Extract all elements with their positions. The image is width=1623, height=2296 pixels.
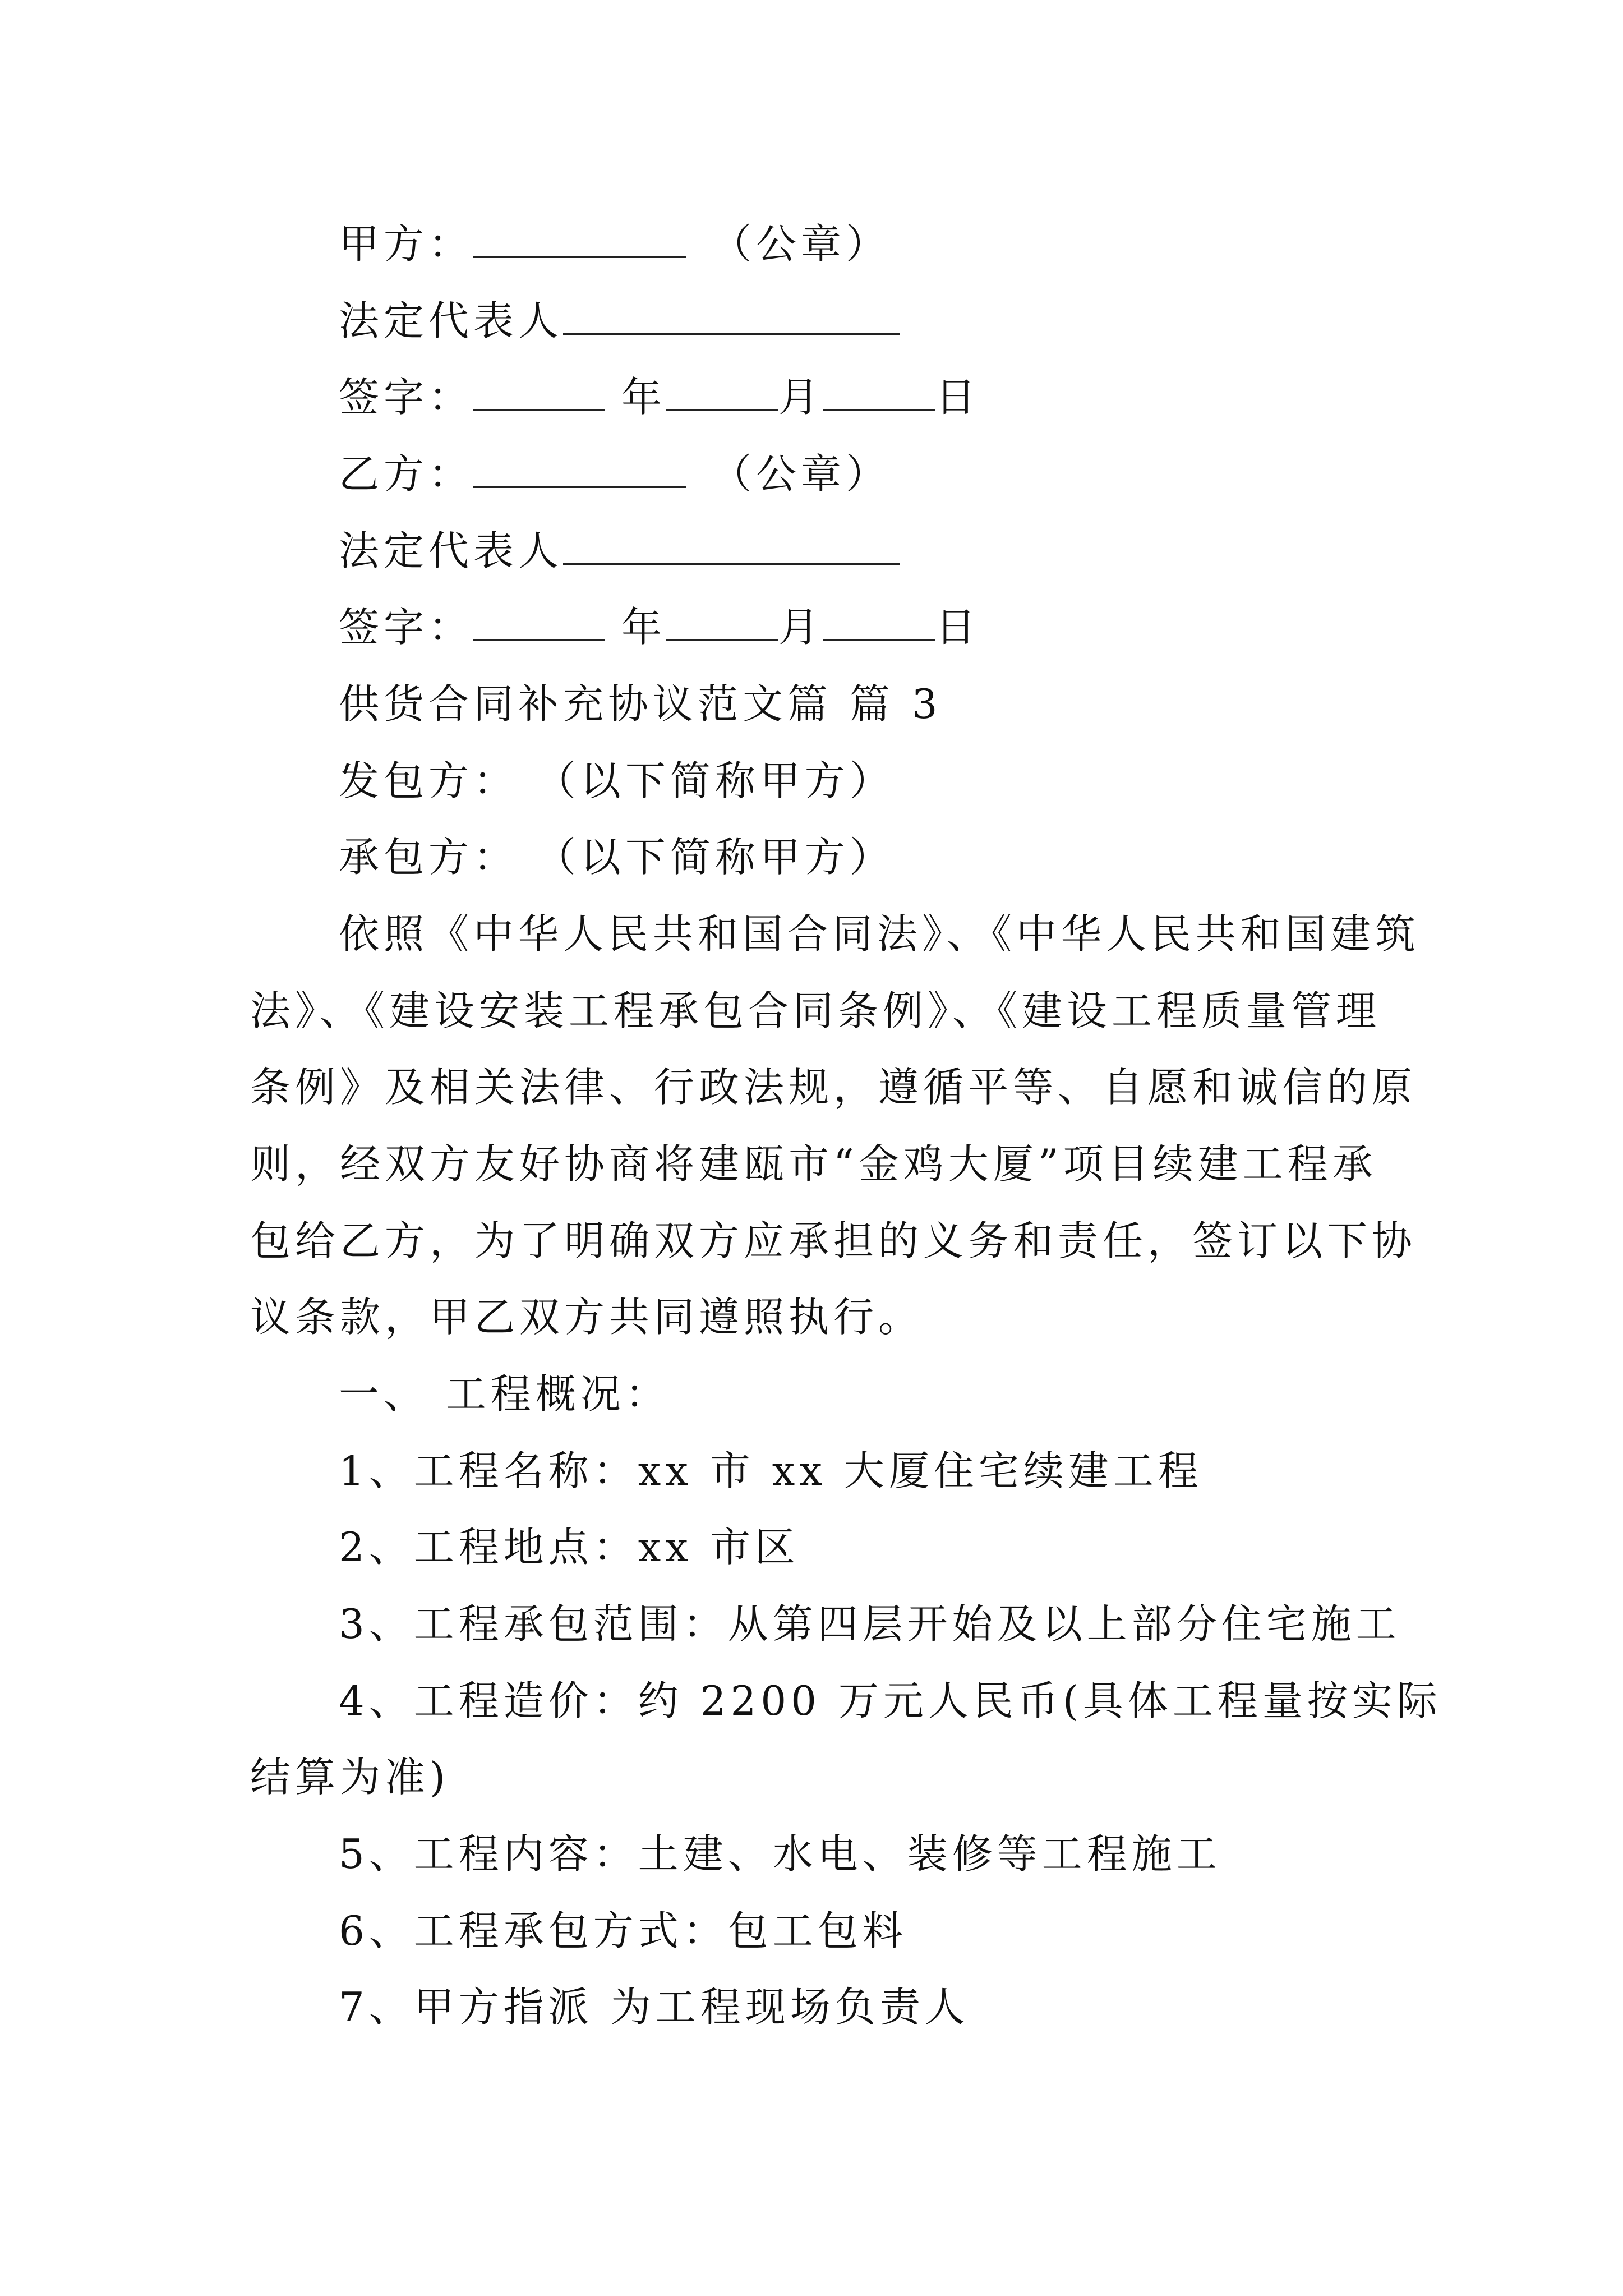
party-b-rep-label: 法定代表人: [339, 527, 564, 574]
party-b-month-blank: [823, 605, 935, 641]
party-b-line: [339, 446, 891, 502]
party-a-rep-line: [339, 293, 900, 349]
party-b-name-blank: [473, 452, 686, 488]
party-a-year-blank: [666, 375, 778, 411]
party-b-rep-line: [339, 523, 900, 579]
employer-line: 发包方： （以下简称甲方）: [339, 757, 895, 804]
item-3: 3、工程承包范围：从第四层开始及以上部分住宅施工: [339, 1600, 1401, 1648]
item-2: 2、工程地点：xx 市区: [339, 1524, 800, 1571]
party-b-year-blank: [666, 605, 778, 641]
item-6: 6、工程承包方式：包工包料: [339, 1907, 907, 1954]
party-a-line: [339, 216, 891, 272]
party-b-year: 年: [621, 604, 667, 651]
item-1: 1、工程名称：xx 市 xx 大厦住宅续建工程: [339, 1447, 1203, 1494]
party-a-sign-line: [339, 369, 980, 425]
party-a-sign-label: 签字：: [339, 374, 474, 421]
intro-line-2: 法》、《建设安装工程承包合同条例》、《建设工程质量管理: [250, 987, 1381, 1034]
intro-line-6: 议条款，甲乙双方共同遵照执行。: [250, 1294, 924, 1341]
party-a-name-blank: [473, 222, 686, 258]
item-5: 5、工程内容：土建、水电、装修等工程施工: [339, 1830, 1221, 1878]
party-a-sign-blank: [473, 375, 605, 411]
party-b-label: 乙方：: [339, 450, 474, 498]
party-a-month-blank: [823, 375, 935, 411]
party-a-month: 月: [778, 374, 824, 421]
heading-project-overview: 一、 工程概况：: [339, 1370, 670, 1418]
intro-line-4: 则，经双方友好协商将建瓯市“金鸡大厦”项目续建工程承: [250, 1140, 1377, 1188]
intro-line-3: 条例》及相关法律、行政法规，遵循平等、自愿和诚信的原: [250, 1064, 1417, 1111]
item-4-line-2: 结算为准): [250, 1754, 450, 1801]
intro-line-5: 包给乙方，为了明确双方应承担的义务和责任，签订以下协: [250, 1217, 1417, 1264]
party-a-day: 日: [935, 374, 981, 421]
section-title: 供货合同补充协议范文篇 篇 3: [339, 680, 942, 728]
party-b-sign-blank: [473, 605, 605, 641]
item-4-line-1: 4、工程造价：约 2200 万元人民币(具体工程量按实际: [339, 1677, 1442, 1724]
party-b-seal: （公章）: [711, 450, 891, 498]
party-b-rep-blank: [563, 528, 900, 565]
party-b-month: 月: [778, 604, 824, 651]
party-a-rep-blank: [563, 298, 900, 335]
intro-line-1: 依照《中华人民共和国合同法》、《中华人民共和国建筑: [339, 910, 1421, 958]
contractor-line: 承包方： （以下简称甲方）: [339, 834, 895, 881]
party-a-year: 年: [621, 374, 667, 421]
party-a-seal: （公章）: [711, 220, 891, 268]
party-b-day: 日: [935, 604, 981, 651]
party-a-rep-label: 法定代表人: [339, 297, 564, 344]
party-b-sign-label: 签字：: [339, 604, 474, 651]
party-b-sign-line: [339, 599, 980, 655]
party-a-label: 甲方：: [339, 220, 474, 268]
item-7: 7、甲方指派 为工程现场负责人: [339, 1984, 970, 2031]
